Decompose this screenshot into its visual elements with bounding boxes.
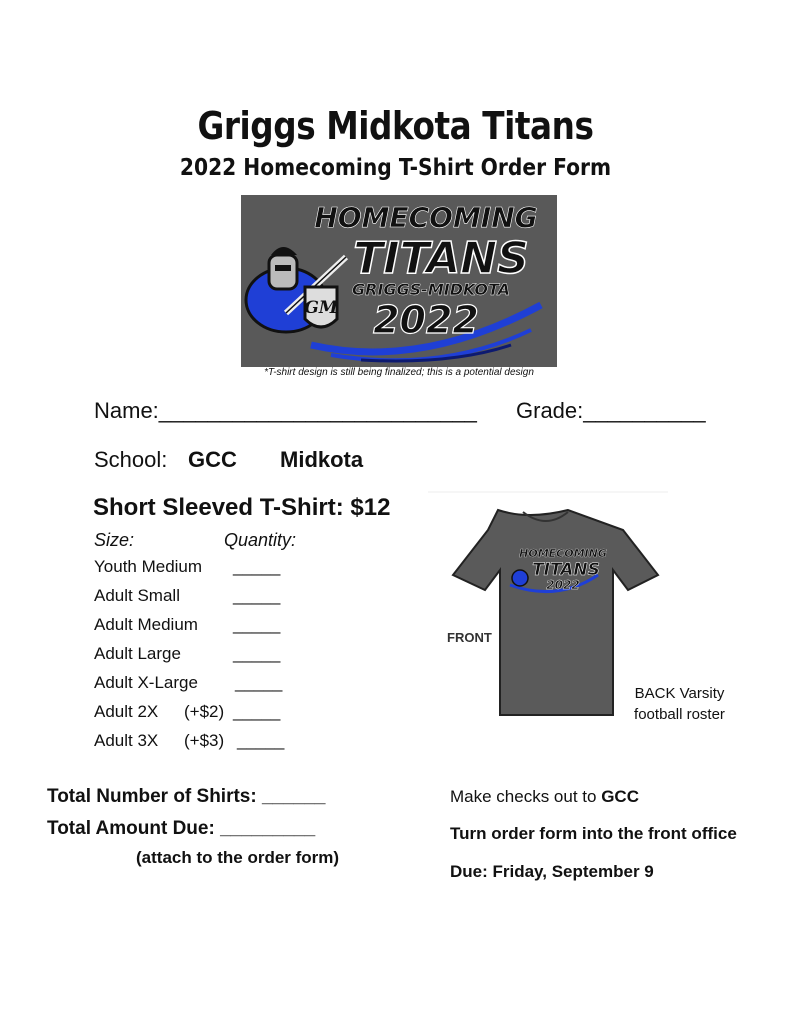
- titan-mascot-icon: [246, 247, 346, 332]
- size-header: Size:: [94, 530, 135, 550]
- size-label: Youth Medium: [94, 557, 203, 576]
- due-date: Due: Friday, September 9: [450, 862, 654, 881]
- checks-prefix: Make checks out to: [450, 787, 602, 806]
- banner-line-titans: TITANS: [353, 233, 529, 284]
- size-row-adult-3x: [94, 731, 158, 751]
- quantity-blank[interactable]: _____: [235, 673, 283, 692]
- quantity-header: Quantity:: [224, 530, 297, 550]
- banner-line-school: GRIGGS-MIDKOTA: [351, 280, 511, 299]
- checks-note: [450, 787, 639, 807]
- quantity-blank[interactable]: _____: [233, 557, 281, 576]
- size-label: Adult Medium: [94, 615, 198, 634]
- size-label: Adult Small: [94, 586, 180, 605]
- size-row-adult-large: [94, 644, 181, 664]
- banner-line-homecoming: HOMECOMING: [314, 201, 538, 234]
- size-label: Adult X-Large: [94, 673, 198, 692]
- quantity-blank[interactable]: _____: [233, 615, 281, 634]
- back-label: BACK Varsity football roster: [634, 685, 725, 723]
- size-label: Adult 2X: [94, 702, 159, 721]
- front-label: FRONT: [447, 630, 492, 645]
- banner-line-year: 2022: [373, 298, 479, 342]
- shirt-print-homecoming: HOMECOMING: [519, 547, 607, 560]
- size-surcharge: (+$3): [184, 731, 225, 750]
- quantity-blank[interactable]: _____: [233, 702, 281, 721]
- school-option-gcc[interactable]: GCC: [188, 447, 237, 472]
- school-label: School:: [94, 447, 168, 472]
- size-row-adult-medium: [94, 615, 198, 635]
- size-row-adult-2x: [94, 702, 158, 722]
- school-option-midkota[interactable]: Midkota: [280, 447, 364, 472]
- checks-payee: GCC: [601, 787, 639, 806]
- page-title: Griggs Midkota Titans: [197, 104, 594, 148]
- size-row-adult-xlarge: [94, 673, 198, 693]
- product-title: Short Sleeved T-Shirt: $12: [93, 494, 391, 521]
- size-surcharge: (+$2): [184, 702, 225, 721]
- quantity-blank[interactable]: _____: [233, 644, 281, 663]
- name-field-label[interactable]: Name:__________________________: [94, 398, 477, 423]
- shield-monogram: GM: [304, 298, 338, 318]
- total-due-field[interactable]: Total Amount Due: _________: [47, 818, 316, 839]
- size-row-youth-medium: [94, 557, 202, 577]
- grade-field-label[interactable]: Grade:__________: [516, 398, 706, 423]
- size-label: Adult 3X: [94, 731, 159, 750]
- banner-artwork: [241, 195, 557, 367]
- quantity-blank[interactable]: _____: [237, 731, 285, 750]
- attach-note: (attach to the order form): [136, 848, 340, 867]
- total-shirts-field[interactable]: Total Number of Shirts: ______: [47, 786, 326, 807]
- turn-in-note: Turn order form into the front office: [450, 824, 737, 843]
- page-subtitle: 2022 Homecoming T-Shirt Order Form: [179, 155, 612, 181]
- shirt-print-year: 2022: [546, 578, 580, 592]
- size-row-adult-small: [94, 586, 180, 606]
- homecoming-banner: [241, 195, 557, 367]
- shirt-print-titans: TITANS: [532, 560, 600, 580]
- quantity-blank[interactable]: _____: [233, 586, 281, 605]
- design-caption: *T-shirt design is still being finalized; this is a potential design: [264, 367, 534, 378]
- size-label: Adult Large: [94, 644, 181, 663]
